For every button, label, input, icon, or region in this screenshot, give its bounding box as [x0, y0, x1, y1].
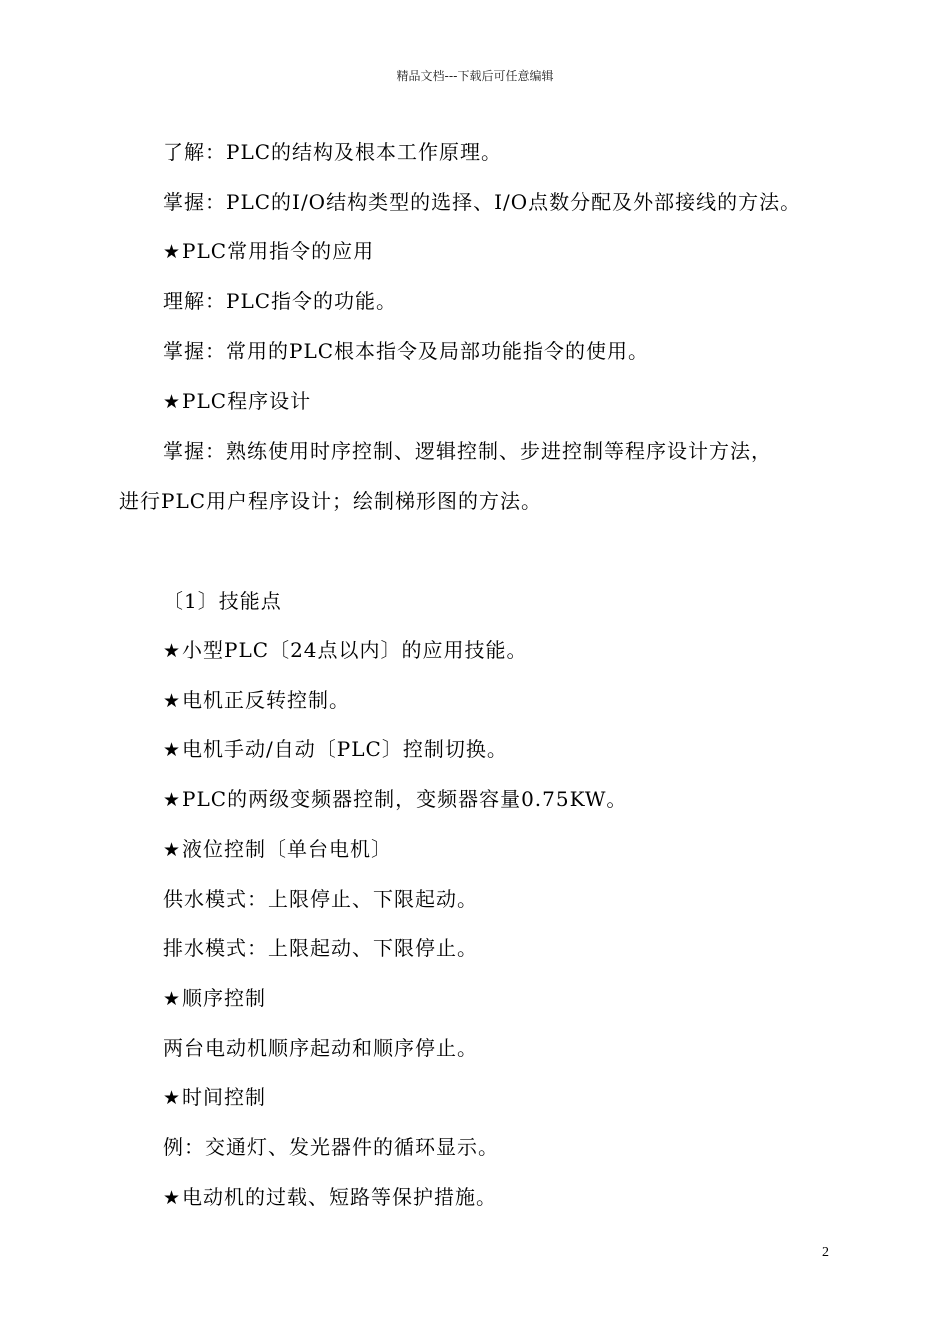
- line-traffic-light-example: [163, 1134, 499, 1160]
- star-icon: ★: [163, 241, 182, 263]
- line-text: 例：交通灯、发光器件的循环显示。: [163, 1135, 499, 1159]
- line-master-io-structure: [163, 189, 801, 215]
- page-number: 2: [822, 1245, 829, 1260]
- heading-plc-instructions: [163, 238, 374, 265]
- line-text: 电机正反转控制。: [182, 688, 351, 712]
- heading-plc-program-design: [163, 388, 311, 415]
- item-motor-protection: [163, 1184, 497, 1211]
- item-sequence-control: [163, 985, 266, 1012]
- line-text: 进行PLC用户程序设计；绘制梯形图的方法。: [119, 489, 543, 513]
- star-icon: ★: [163, 690, 182, 712]
- line-continued-design: [119, 488, 542, 514]
- line-two-motors: [163, 1035, 478, 1061]
- line-supply-mode: [163, 886, 478, 912]
- line-text: PLC的两级变频器控制，变频器容量0.75KW。: [182, 787, 628, 811]
- line-text: 两台电动机顺序起动和顺序停止。: [163, 1036, 478, 1060]
- line-understand-instructions: [163, 288, 397, 314]
- line-text: 小型PLC〔24点以内〕的应用技能。: [182, 638, 528, 662]
- line-text: 〔1〕技能点: [163, 589, 282, 613]
- line-text: 液位控制〔单台电机〕: [182, 837, 393, 861]
- line-text: 掌握：PLC的I/O结构类型的选择、I/O点数分配及外部接线的方法。: [163, 190, 802, 214]
- item-vfd-control: [163, 786, 627, 813]
- heading-skill-points: [163, 588, 282, 614]
- line-master-instructions: [163, 338, 649, 364]
- line-text: 掌握：熟练使用时序控制、逻辑控制、步进控制等程序设计方法，: [163, 439, 772, 463]
- star-icon: ★: [163, 839, 182, 861]
- star-icon: ★: [163, 1087, 182, 1109]
- line-text: 电动机的过载、短路等保护措施。: [182, 1185, 498, 1209]
- item-motor-forward-reverse: [163, 687, 350, 714]
- item-level-control: [163, 836, 392, 863]
- line-text: 时间控制: [182, 1085, 267, 1109]
- line-text: 顺序控制: [182, 986, 267, 1010]
- item-small-plc: [163, 637, 528, 664]
- star-icon: ★: [163, 391, 182, 413]
- line-understand-plc-structure: [163, 139, 502, 165]
- line-text: PLC常用指令的应用: [182, 239, 375, 263]
- star-icon: ★: [163, 640, 182, 662]
- line-text: 电机手动/自动〔PLC〕控制切换。: [182, 737, 508, 761]
- item-time-control: [163, 1084, 266, 1111]
- star-icon: ★: [163, 1187, 182, 1209]
- star-icon: ★: [163, 789, 182, 811]
- item-manual-auto-switch: [163, 736, 508, 763]
- line-drain-mode: [163, 935, 478, 961]
- page-header: 精品文档---下载后可任意编辑: [396, 69, 554, 83]
- line-text: 供水模式：上限停止、下限起动。: [163, 887, 478, 911]
- line-master-design-methods: [163, 438, 772, 464]
- line-text: 了解：PLC的结构及根本工作原理。: [163, 140, 503, 164]
- line-text: 理解：PLC指令的功能。: [163, 289, 398, 313]
- line-text: PLC程序设计: [182, 389, 312, 413]
- star-icon: ★: [163, 988, 182, 1010]
- star-icon: ★: [163, 739, 182, 761]
- line-text: 排水模式：上限起动、下限停止。: [163, 936, 478, 960]
- line-text: 掌握：常用的PLC根本指令及局部功能指令的使用。: [163, 339, 650, 363]
